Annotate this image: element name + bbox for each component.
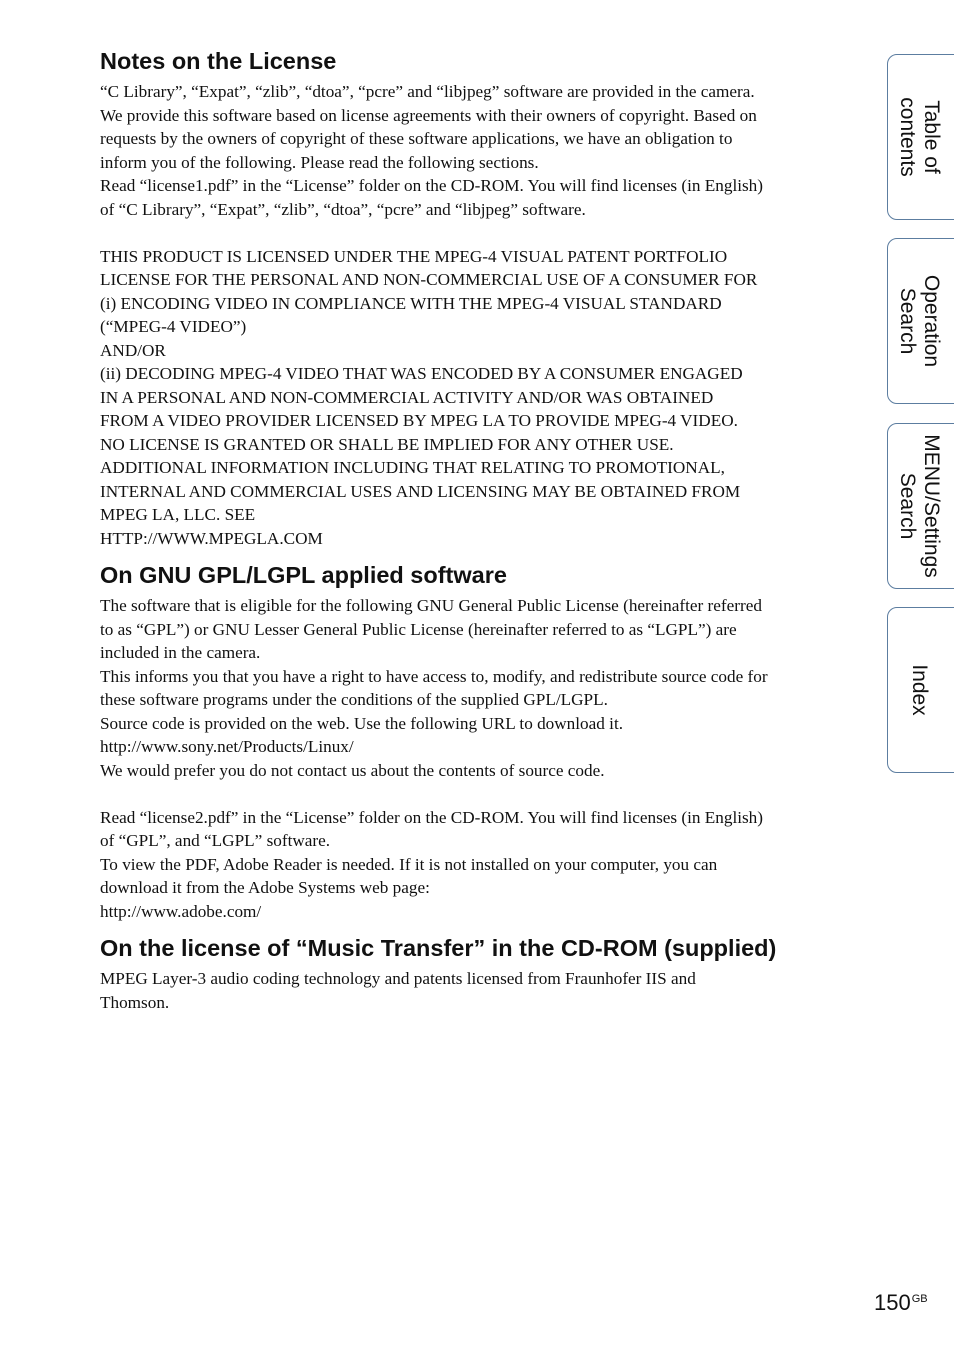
body-text-line: THIS PRODUCT IS LICENSED UNDER THE MPEG-4 VISUAL PATENT PORTFOLIO	[100, 246, 728, 266]
body-text-line: This informs you that you have a right to have access to, modify, and redistribute source code for	[100, 666, 768, 686]
section-heading: Notes on the License	[100, 48, 337, 74]
body-text-line: Read “license1.pdf” in the “License” folder on the CD-ROM. You will find licenses (in English)	[100, 176, 764, 195]
body-text-line: NO LICENSE IS GRANTED OR SHALL BE IMPLIED FOR ANY OTHER USE.	[100, 434, 674, 454]
tab-menu-settings-search[interactable]	[887, 423, 954, 589]
tab-label-line: Search	[896, 287, 919, 355]
body-text-line: MPEG LA, LLC. SEE	[100, 505, 256, 524]
section-gap	[100, 550, 855, 560]
tab-table-of-contents[interactable]	[887, 54, 954, 220]
body-text-line: download it from the Adobe Systems web page:	[100, 878, 430, 897]
body-text-line: Read “license2.pdf” in the “License” folder on the CD-ROM. You will find licenses (in English)	[100, 807, 764, 827]
tab-label-line: Search	[896, 472, 919, 540]
body-text-line: (i) ENCODING VIDEO IN COMPLIANCE WITH THE MPEG-4 VISUAL STANDARD	[100, 293, 722, 313]
body-text-line: included in the camera.	[100, 643, 261, 662]
tab-label	[895, 434, 943, 578]
body-text-line: inform you of the following. Please read the following sections.	[100, 152, 539, 172]
body-text-line: INTERNAL AND COMMERCIAL USES AND LICENSING MAY BE OBTAINED FROM	[100, 481, 741, 501]
page-number-value: 150	[874, 1290, 911, 1315]
tab-index[interactable]	[887, 607, 954, 773]
body-text-line: (“MPEG-4 VIDEO”)	[100, 317, 247, 336]
tab-operation-search[interactable]	[887, 238, 954, 404]
tab-label	[895, 275, 943, 367]
body-text-line: The software that is eligible for the following GNU General Public License (hereinafter referred	[100, 596, 762, 615]
body-text-line: Source code is provided on the web. Use the following URL to download it.	[100, 713, 624, 733]
body-text-line: AND/OR	[100, 340, 166, 360]
body-text-line: http://www.sony.net/Products/Linux/	[100, 737, 354, 756]
tab-label-line: Index	[908, 664, 931, 716]
section-heading: On the license of “Music Transfer” in the CD-ROM (supplied)	[100, 935, 777, 961]
body-text-line: (ii) DECODING MPEG-4 VIDEO THAT WAS ENCODED BY A CONSUMER ENGAGED	[100, 364, 743, 383]
body-text-line: “C Library”, “Expat”, “zlib”, “dtoa”, “pcre” and “libjpeg” software are provided in the camera.	[100, 82, 755, 101]
tab-label-line: MENU/Settings	[920, 434, 943, 578]
tab-label-line: Operation	[920, 274, 943, 368]
body-text-line: of “C Library”, “Expat”, “zlib”, “dtoa”, “pcre” and “libjpeg” software.	[100, 199, 586, 219]
page-number-suffix: GB	[911, 1292, 928, 1305]
body-text-line: MPEG Layer-3 audio coding technology and patents licensed from Fraunhofer IIS and	[100, 969, 696, 988]
section-heading: On GNU GPL/LGPL applied software	[100, 562, 507, 588]
body-text-line: We provide this software based on license agreements with their owners of copyright. Based on	[100, 105, 757, 125]
body-text-line: of “GPL”, and “LGPL” software.	[100, 831, 331, 850]
body-text-line: We would prefer you do not contact us about the contents of source code.	[100, 760, 605, 780]
tab-label-line: Table of	[920, 100, 943, 174]
body-text-line: these software programs under the conditions of the supplied GPL/LGPL.	[100, 690, 608, 709]
body-text-line: To view the PDF, Adobe Reader is needed. If it is not installed on your computer, you can	[100, 854, 718, 874]
section-gap	[100, 923, 855, 933]
blank-line	[100, 782, 855, 806]
body-text-line: LICENSE FOR THE PERSONAL AND NON-COMMERCIAL USE OF A CONSUMER FOR	[100, 270, 758, 289]
tab-label-line: contents	[896, 97, 919, 177]
tab-label	[895, 97, 943, 176]
body-text-line: ADDITIONAL INFORMATION INCLUDING THAT RELATING TO PROMOTIONAL,	[100, 458, 725, 477]
body-text-line: FROM A VIDEO PROVIDER LICENSED BY MPEG LA TO PROVIDE MPEG-4 VIDEO.	[100, 411, 738, 430]
body-text-line: HTTP://WWW.MPEGLA.COM	[100, 528, 323, 548]
blank-line	[100, 221, 855, 245]
page-number	[874, 1290, 928, 1316]
body-text-line: to as “GPL”) or GNU Lesser General Public License (hereinafter referred to as “LGPL”) are	[100, 619, 737, 639]
body-text-line: http://www.adobe.com/	[100, 901, 262, 921]
body-text-line: Thomson.	[100, 992, 170, 1012]
body-text-line: requests by the owners of copyright of these software applications, we have an obligation to	[100, 129, 733, 148]
body-text-line: IN A PERSONAL AND NON-COMMERCIAL ACTIVITY AND/OR WAS OBTAINED	[100, 387, 714, 407]
tab-label	[907, 664, 931, 715]
page-content	[100, 46, 855, 1014]
